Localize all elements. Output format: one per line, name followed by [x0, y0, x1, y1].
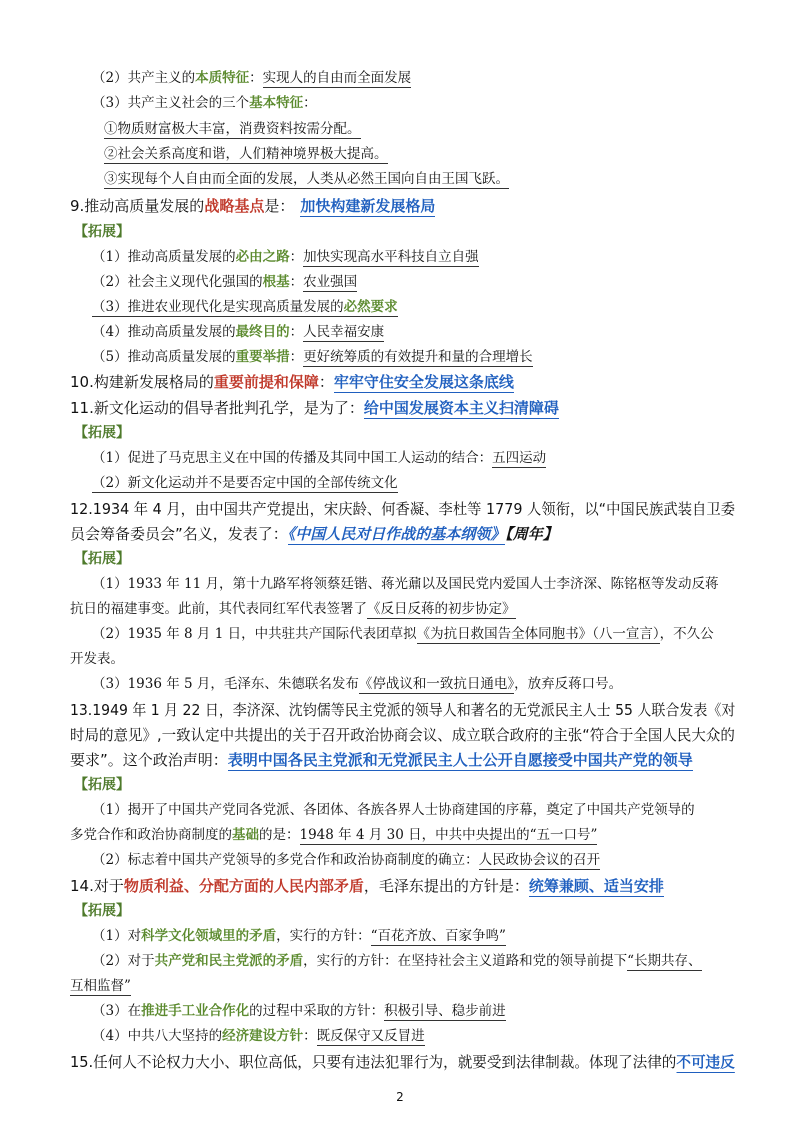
answer: 1948 年 4 月 30 日，中共中央提出的“五一口号”	[299, 827, 598, 843]
list-item	[92, 848, 600, 872]
answer: ①物质财富极大丰富，消费资料按需分配。	[104, 121, 361, 137]
list-item	[92, 471, 398, 495]
text: （4）中共八大坚持的	[92, 1028, 223, 1044]
text: （2）标志着中国共产党领导的多党合作和政治协商制度的确立：	[92, 852, 479, 868]
text: （2）共产主义的	[92, 70, 196, 86]
list-item: （1）1933 年 11 月，第十九路军将领蔡廷锴、蒋光鼐以及国民党内爱国人士李济深、陈铭枢等发动反蒋	[92, 576, 719, 592]
list-item	[92, 949, 702, 973]
text: （1）促进了马克思主义在中国的传播及其同中国工人运动的结合：	[92, 450, 493, 466]
answer: 实现人的自由而全面发展	[262, 70, 412, 86]
text: （2）对于	[92, 953, 155, 969]
answer: （3）推进农业现代化是实现高质量发展的	[92, 299, 344, 315]
text: （3）共产主义社会的三个	[92, 95, 250, 111]
answer: 《为抗日救国告全体同胞书》（八一宣言）	[416, 626, 660, 642]
text: 9.推动高质量发展的	[70, 197, 205, 215]
text: （3）1936 年 5 月，毛泽东、朱德联名发布	[92, 676, 359, 692]
answer: “百花齐放、百家争鸣”	[370, 928, 506, 944]
text: （4）推动高质量发展的	[92, 324, 236, 340]
answer: “长期共存、	[627, 953, 702, 969]
text: 多党合作和政治协商制度的	[70, 827, 232, 843]
answer: 加快构建新发展格局	[300, 197, 436, 215]
text: 15.任何人不论权力大小、职位高低，只要有违法犯罪行为，就要受到法律制裁。体现了法律的	[70, 1053, 677, 1071]
text: 的是：	[259, 827, 300, 843]
text: （5）推动高质量发展的	[92, 349, 236, 365]
text: ，实行的方针：在坚持社会主义道路和党的领导前提下	[303, 953, 628, 969]
list-item	[92, 66, 411, 90]
text: ：	[289, 274, 304, 290]
note: 【周年】	[505, 525, 558, 543]
page-number: 2	[396, 1090, 404, 1104]
keyword: 必然要求	[343, 299, 398, 315]
answer: 《反日反蒋的初步协定》	[367, 601, 516, 617]
keyword: 根基	[262, 274, 290, 290]
list-item	[92, 295, 398, 319]
keyword: 必由之路	[235, 249, 290, 265]
list-item	[104, 167, 509, 191]
keyword: 战略基点	[204, 197, 265, 215]
text: ：	[289, 249, 304, 265]
answer: ②社会关系高度和谐，人们精神境界极大提高。	[104, 146, 388, 162]
text: ：	[303, 95, 317, 111]
question-10	[70, 370, 514, 394]
answer: （2）新文化运动并不是要否定中国的全部传统文化	[92, 475, 398, 491]
keyword: 经济建设方针	[222, 1028, 304, 1044]
text: （2）1935 年 8 月 1 日，中共驻共产国际代表团草拟	[92, 626, 417, 642]
extension-tag: 【拓展】	[74, 551, 130, 567]
list-item	[92, 245, 479, 269]
list-item-cont	[70, 823, 597, 847]
text: 10.构建新发展格局的	[70, 373, 214, 391]
question-12-cont	[70, 522, 558, 546]
list-item	[92, 320, 384, 344]
answer: 人民政协会议的召开	[478, 852, 601, 868]
list-item-cont	[70, 597, 516, 621]
list-item: （1）揭开了中国共产党同各党派、各团体、各族各界人士协商建国的序幕，奠定了中国共产党领导的	[92, 802, 695, 818]
keyword: 重要举措	[235, 349, 290, 365]
list-item-cont: 开发表。	[70, 651, 124, 667]
text: 员会筹备委员会”名义，发表了：	[70, 525, 288, 543]
list-item	[92, 924, 506, 948]
keyword: 科学文化领域里的矛盾	[141, 928, 277, 944]
list-item	[92, 999, 506, 1023]
question-13-cont: 时局的意见》,一致认定中共提出的关于召开政治协商会议、成立联合政府的主张“符合于全国人民大众的	[70, 726, 735, 744]
keyword: 物质利益、分配方面的人民内部矛盾	[123, 877, 364, 895]
text: ，放弃反蒋口号。	[514, 676, 623, 692]
extension-tag: 【拓展】	[74, 425, 130, 441]
text: ，不久公	[659, 626, 714, 642]
answer: 牢牢守住安全发展这条底线	[333, 373, 514, 391]
text: 是：	[264, 197, 295, 215]
answer: 给中国发展资本主义扫清障碍	[363, 399, 559, 417]
text: 抗日的福建事变。此前，其代表同红军代表签署了	[70, 601, 367, 617]
question-12: 12.1934 年 4 月，由中国共产党提出，宋庆龄、何香凝、李杜等 1779 人领衔，以“中国民族武装自卫委	[70, 500, 736, 518]
keyword: 重要前提和保障	[213, 373, 319, 391]
text: （1）对	[92, 928, 142, 944]
question-9	[70, 194, 435, 218]
answer: 农业强国	[303, 274, 358, 290]
answer: 既反保守又反冒进	[316, 1028, 425, 1044]
text: （2）社会主义现代化强国的	[92, 274, 263, 290]
answer: 更好统筹质的有效提升和量的合理增长	[303, 349, 533, 365]
extension-tag: 【拓展】	[74, 224, 130, 240]
answer: 积极引导、稳步前进	[384, 1003, 506, 1019]
text: ，毛泽东提出的方针是：	[363, 877, 529, 895]
text: ：	[289, 324, 304, 340]
text: ，实行的方针：	[276, 928, 371, 944]
question-14	[70, 874, 664, 898]
text: 的过程中采取的方针：	[249, 1003, 385, 1019]
extension-tag: 【拓展】	[74, 903, 130, 919]
answer: 互相监督”	[70, 978, 131, 994]
text: ：	[318, 373, 334, 391]
keyword: 共产党和民主党派的矛盾	[154, 953, 304, 969]
answer: 五四运动	[492, 450, 547, 466]
keyword: 基本特征	[249, 95, 304, 111]
list-item	[92, 91, 317, 115]
list-item	[92, 622, 714, 646]
question-13-cont	[70, 748, 693, 772]
keyword: 基础	[232, 827, 259, 843]
text: ：	[303, 1028, 317, 1044]
text: ：	[289, 349, 304, 365]
answer: 不可违反	[676, 1053, 735, 1071]
text: （3）在	[92, 1003, 142, 1019]
list-item	[92, 270, 357, 294]
list-item	[92, 446, 546, 470]
list-item	[92, 1024, 425, 1048]
text: 14.对于	[70, 877, 124, 895]
answer: ③实现每个人自由而全面的发展，人类从必然王国向自由王国飞跃。	[104, 171, 509, 187]
keyword: 本质特征	[195, 70, 250, 86]
answer: 人民幸福安康	[303, 324, 385, 340]
question-11	[70, 396, 559, 420]
text: （1）推动高质量发展的	[92, 249, 236, 265]
answer: 统筹兼顾、适当安排	[528, 877, 664, 895]
list-item	[92, 672, 622, 696]
question-15	[70, 1050, 735, 1074]
list-item	[104, 142, 388, 166]
answer: 《停战议和一致抗日通电》	[358, 676, 515, 692]
text: 要求”。这个政治声明：	[70, 751, 228, 769]
question-13: 13.1949 年 1 月 22 日，李济深、沈钧儒等民主党派的领导人和著名的无党派民主人士 55 人联合发表《对	[70, 701, 736, 719]
text: 11.新文化运动的倡导者批判孔学，是为了：	[70, 399, 364, 417]
text: ：	[249, 70, 263, 86]
list-item	[104, 117, 361, 141]
extension-tag: 【拓展】	[74, 777, 130, 793]
keyword: 最终目的	[235, 324, 290, 340]
list-item	[92, 345, 533, 369]
list-item-cont	[70, 974, 131, 998]
answer: 表明中国各民主党派和无党派民主人士公开自愿接受中国共产党的领导	[227, 751, 693, 769]
answer: 加快实现高水平科技自立自强	[303, 249, 479, 265]
keyword: 推进手工业合作化	[141, 1003, 250, 1019]
answer: 《中国人民对日作战的基本纲领》	[287, 525, 506, 543]
